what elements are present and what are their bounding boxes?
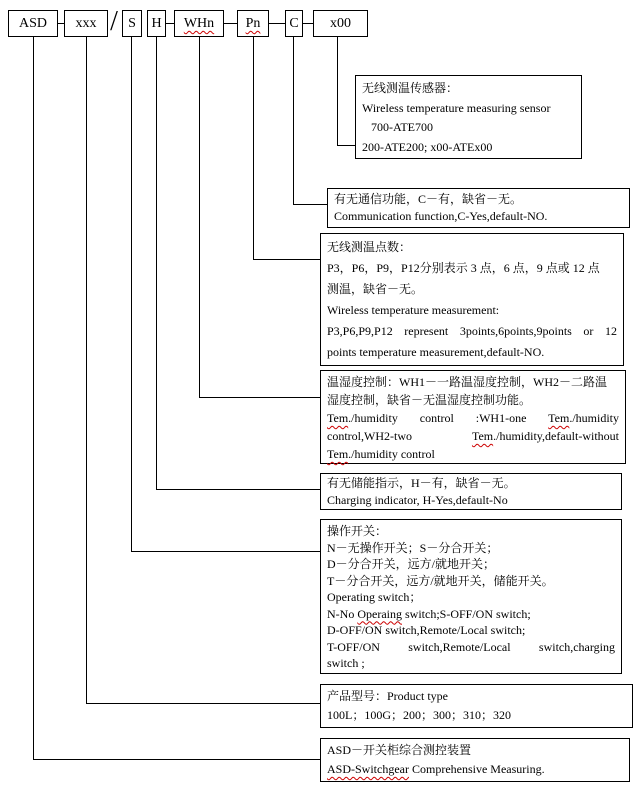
callout-wireless-sensor	[355, 75, 582, 159]
text-segment: ./humidity	[569, 411, 619, 425]
connector-whn-pn	[224, 23, 237, 24]
model-segment-asd-label: ASD	[18, 16, 47, 31]
spellcheck-squiggle-text: ASD-Switchgear	[327, 762, 409, 776]
leader-xxx-horizontal	[86, 703, 320, 704]
spellcheck-squiggle-text: Operaing	[357, 606, 402, 621]
model-segment-s-label: S	[128, 16, 136, 31]
text-line: D-OFF/ON switch,Remote/Local switch;	[327, 623, 526, 637]
text-line	[327, 427, 619, 445]
text-line: 无线测温点数：	[327, 240, 412, 254]
callout-charging-indicator	[320, 473, 622, 510]
text-segment: Comprehensive Measuring.	[408, 762, 545, 776]
leader-pn-vertical	[253, 37, 254, 260]
text-line: N－无操作开关；S－分合开关；	[327, 540, 499, 555]
model-segment-x00	[313, 10, 368, 37]
model-separator-slash: /	[110, 6, 118, 37]
leader-whn-horizontal	[199, 397, 320, 398]
text-segment: ./humidity control	[348, 447, 435, 461]
model-segment-xxx	[64, 10, 108, 37]
model-segment-pn	[237, 10, 269, 37]
leader-pn-horizontal	[253, 259, 320, 260]
text-line: Operating switch；	[327, 590, 422, 604]
leader-s-horizontal	[131, 551, 320, 552]
text-line: Wireless temperature measuring sensor	[362, 100, 551, 115]
connector-asd-xxx	[58, 23, 64, 24]
text-line: 100L；100G；200；300；310；320	[327, 708, 511, 722]
model-segment-h-label: H	[151, 16, 162, 31]
text-line: 湿度控制，缺省－无温湿度控制功能。	[327, 393, 532, 407]
text-line: 操作开关：	[327, 524, 388, 538]
model-segment-c	[285, 10, 303, 37]
model-segment-whn	[174, 10, 224, 37]
text-line: points temperature measurement,default-NO.	[327, 345, 545, 359]
model-segment-whn-label: WHn	[183, 16, 215, 31]
text-line: 产品型号：Product type	[327, 689, 448, 703]
model-segment-pn-label: Pn	[245, 16, 261, 31]
leader-asd-horizontal	[33, 759, 320, 760]
leader-xxx-vertical	[86, 37, 87, 704]
leader-h-horizontal	[156, 489, 320, 490]
text-line: 700-ATE700	[371, 120, 433, 134]
text-line: 无线测温传感器：	[362, 81, 459, 95]
callout-temp-humidity-control	[320, 370, 626, 464]
text-line	[327, 760, 623, 779]
text-line: P3,P6,P9,P12 represent 3points,6points,9points or 12	[327, 324, 617, 338]
model-segment-c-label: C	[289, 16, 299, 31]
text-segment: ./humidity,default-without	[493, 429, 619, 443]
text-line: T-OFF/ON switch,Remote/Local switch,charging	[327, 639, 615, 654]
text-line: ASD－开关柜综合测控装置	[327, 743, 472, 757]
text-line: D－分合开关，远方/就地开关；	[327, 557, 496, 571]
text-line: T－分合开关，远方/就地开关，储能开关。	[327, 573, 554, 588]
text-line: Charging indicator, H-Yes,default-No	[327, 492, 508, 507]
text-line: 温湿度控制：WH1－一路温湿度控制，WH2－二路温	[327, 375, 607, 389]
callout-operating-switch	[320, 519, 622, 674]
spellcheck-squiggle-text: Tem	[471, 429, 494, 443]
model-segment-asd	[8, 10, 58, 37]
connector-c-x00	[303, 23, 313, 24]
leader-x00-horizontal	[337, 145, 355, 146]
callout-communication	[327, 188, 630, 228]
text-line: P3，P6，P9，P12分别表示 3 点，6 点，9 点或 12 点	[327, 261, 600, 275]
leader-asd-vertical	[33, 37, 34, 760]
callout-product-type	[320, 684, 633, 728]
connector-h-whn	[166, 23, 174, 24]
leader-x00-vertical	[337, 37, 338, 146]
spellcheck-squiggle-text: Tem	[327, 447, 349, 461]
leader-c-vertical	[293, 37, 294, 205]
connector-pn-c	[269, 23, 285, 24]
spellcheck-squiggle-text: Tem	[327, 411, 349, 425]
leader-h-vertical	[156, 37, 157, 490]
model-segment-s	[122, 10, 142, 37]
model-segment-x00-label: x00	[330, 16, 351, 31]
callout-measure-points	[320, 233, 624, 366]
text-segment: ./humidity control :WH1-one	[348, 411, 549, 425]
model-segment-h	[147, 10, 166, 37]
leader-c-horizontal	[293, 204, 327, 205]
text-line	[327, 409, 619, 427]
text-line: switch ;	[327, 656, 365, 670]
text-segment: control,WH2-two	[327, 429, 472, 443]
callout-asd-meaning	[320, 738, 630, 782]
text-line: Communication function,C-Yes,default-NO.	[334, 209, 548, 223]
text-line	[327, 606, 615, 623]
model-segment-xxx-label: xxx	[75, 16, 97, 31]
text-line: 200-ATE200; x00-ATEx00	[362, 139, 493, 154]
text-line: Wireless temperature measurement:	[327, 303, 500, 317]
text-line	[327, 445, 619, 463]
text-line: 有无通信功能，C－有，缺省－无。	[334, 192, 523, 206]
text-line: 有无储能指示，H－有，缺省－无。	[327, 476, 516, 490]
spellcheck-squiggle-text: Tem	[548, 411, 570, 425]
leader-whn-vertical	[199, 37, 200, 398]
text-segment: N-No	[327, 606, 358, 621]
text-line: 测温，缺省－无。	[327, 282, 424, 296]
text-segment: switch;S-OFF/ON switch;	[401, 606, 531, 621]
leader-s-vertical	[131, 37, 132, 552]
